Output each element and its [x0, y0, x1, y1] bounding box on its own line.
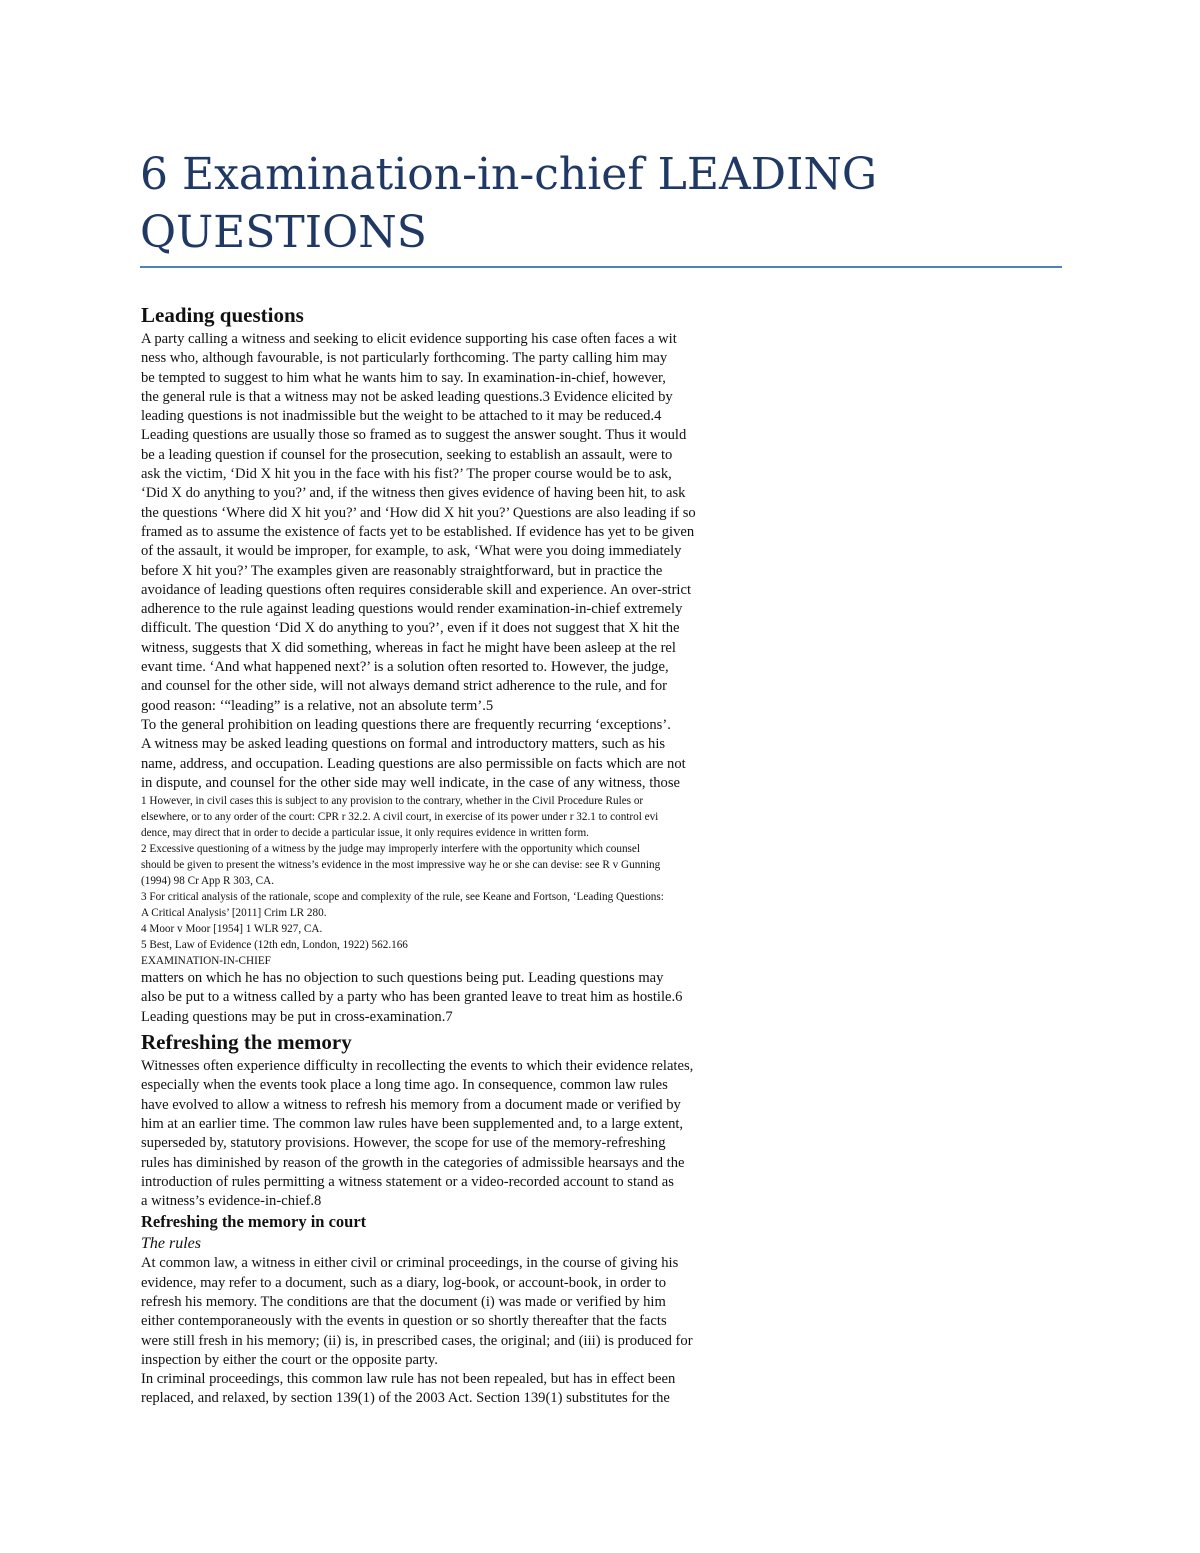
sub-subsection-heading: The rules [141, 1235, 201, 1253]
text-line: have evolved to allow a witness to refresh his memory from a document made or verified by [141, 1096, 681, 1113]
text-line: replaced, and relaxed, by section 139(1) of the 2003 Act. Section 139(1) substitutes for the [141, 1390, 670, 1407]
footnote-line: 4 Moor v Moor [1954] 1 WLR 927, CA. [141, 923, 323, 936]
text-line: introduction of rules permitting a witness statement or a video-recorded account to stand as [141, 1173, 674, 1190]
text-line: also be put to a witness called by a party who has been granted leave to treat him as hostile.6 [141, 989, 683, 1006]
footnote-line: (1994) 98 Cr App R 303, CA. [141, 875, 275, 888]
text-line: inspection by either the court or the opposite party. [141, 1351, 438, 1368]
section-heading: Leading questions [141, 303, 304, 327]
footnote-line: EXAMINATION-IN-CHIEF [141, 955, 271, 968]
text-line: witness, suggests that X did something, whereas in fact he might have been asleep at the rel [141, 639, 676, 656]
footnote-line: elsewhere, or to any order of the court: CPR r 32.2. A civil court, in exercise of its power under r 32.1 to control evi [141, 811, 659, 824]
text-line: name, address, and occupation. Leading questions are also permissible on facts which are not [141, 755, 686, 772]
text-line: rules has diminished by reason of the growth in the categories of admissible hearsays and the [141, 1154, 685, 1171]
text-line: avoidance of leading questions often requires considerable skill and experience. An over-strict [141, 581, 692, 598]
text-line: of the assault, it would be improper, for example, to ask, ‘What were you doing immediately [141, 543, 682, 560]
text-line: adherence to the rule against leading questions would render examination-in-chief extremely [141, 601, 683, 618]
text-line: At common law, a witness in either civil or criminal proceedings, in the course of giving his [141, 1255, 679, 1272]
text-line: and counsel for the other side, will not always demand strict adherence to the rule, and for [141, 678, 668, 695]
section-heading: Refreshing the memory [141, 1030, 352, 1055]
text-line: framed as to assume the existence of facts yet to be established. If evidence has yet to be given [141, 523, 695, 540]
text-line: in dispute, and counsel for the other side may well indicate, in the case of any witness, those [141, 774, 681, 791]
text-line: the questions ‘Where did X hit you?’ and ‘How did X hit you?’ Questions are also leading if so [141, 504, 696, 521]
footnote-line: 3 For critical analysis of the rationale, scope and complexity of the rule, see Keane and Fortson, ‘Leading Questions: [141, 891, 664, 904]
page-title: 6 Examination-in-chief LEADING QUESTIONS [140, 149, 878, 258]
text-line: A party calling a witness and seeking to elicit evidence supporting his case often faces a wit [141, 331, 677, 347]
text-line: leading questions is not inadmissible but the weight to be attached to it may be reduced.4 [141, 408, 662, 425]
text-line: Leading questions are usually those so framed as to suggest the answer sought. Thus it would [141, 427, 687, 444]
text-line: evant time. ‘And what happened next?’ is a solution often resorted to. However, the judge, [141, 659, 669, 676]
text-line: refresh his memory. The conditions are that the document (i) was made or verified by him [141, 1293, 666, 1310]
text-line: him at an earlier time. The common law rules have been supplemented and, to a large extent, [141, 1115, 684, 1132]
text-line: A witness may be asked leading questions on formal and introductory matters, such as his [141, 736, 666, 753]
document-body [141, 300, 781, 1409]
text-line: In criminal proceedings, this common law rule has not been repealed, but has in effect been [141, 1371, 676, 1388]
text-line: matters on which he has no objection to such questions being put. Leading questions may [141, 970, 664, 987]
text-line: the general rule is that a witness may not be asked leading questions.3 Evidence elicited by [141, 388, 673, 405]
text-line: To the general prohibition on leading questions there are frequently recurring ‘exceptions’. [141, 716, 671, 733]
text-line: difficult. The question ‘Did X do anything to you?’, even if it does not suggest that X hit the [141, 620, 680, 637]
text-line: especially when the events took place a long time ago. In consequence, common law rules [141, 1077, 668, 1094]
text-line: Witnesses often experience difficulty in recollecting the events to which their evidence relates, [141, 1058, 694, 1075]
text-line: evidence, may refer to a document, such as a diary, log-book, or account-book, in order to [141, 1274, 667, 1291]
text-line: before X hit you?’ The examples given are reasonably straightforward, but in practice the [141, 562, 663, 579]
footnote-line: 2 Excessive questioning of a witness by the judge may improperly interfere with the opportunity which counsel [141, 843, 640, 856]
text-line: be tempted to suggest to him what he wants him to say. In examination-in-chief, however, [141, 369, 666, 386]
text-line: be a leading question if counsel for the prosecution, seeking to establish an assault, were to [141, 446, 673, 463]
title-divider [140, 266, 1062, 268]
footnote-line: 1 However, in civil cases this is subject to any provision to the contrary, whether in the Civil Procedure Rules or [141, 795, 644, 808]
text-line: either contemporaneously with the events in question or so shortly thereafter that the facts [141, 1313, 667, 1330]
footnote-line: should be given to present the witness’s evidence in the most impressive way he or she can devise: see R v Gunning [141, 859, 661, 872]
footnote-line: 5 Best, Law of Evidence (12th edn, London, 1922) 562.166 [141, 939, 408, 952]
footnote-line: dence, may direct that in order to decide a particular issue, it only requires evidence in written form. [141, 827, 589, 840]
subsection-heading: Refreshing the memory in court [141, 1212, 367, 1232]
footnote-line: A Critical Analysis’ [2011] Crim LR 280. [141, 907, 327, 920]
text-line: ask the victim, ‘Did X hit you in the face with his fist?’ The proper course would be to ask, [141, 466, 672, 483]
text-line: were still fresh in his memory; (ii) is, in prescribed cases, the original; and (iii) is produced for [141, 1332, 693, 1349]
text-line: good reason: ‘“leading” is a relative, not an absolute term’.5 [141, 697, 494, 714]
text-line: ‘Did X do anything to you?’ and, if the witness then gives evidence of having been hit, to ask [141, 485, 686, 502]
text-line: superseded by, statutory provisions. However, the scope for use of the memory-refreshing [141, 1135, 666, 1152]
text-line: Leading questions may be put in cross-examination.7 [141, 1008, 453, 1025]
text-line: a witness’s evidence-in-chief.8 [141, 1193, 322, 1210]
text-line: ness who, although favourable, is not particularly forthcoming. The party calling him may [141, 350, 668, 367]
